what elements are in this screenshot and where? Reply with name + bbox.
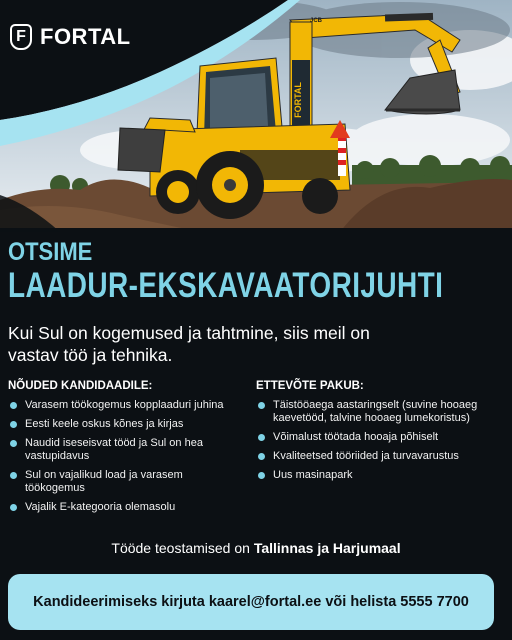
headline: [8, 238, 504, 306]
offers-title: ETTEVÕTE PAKUB:: [256, 380, 364, 392]
list-item: Kvaliteetsed tööriided ja turvavarustus: [256, 450, 506, 463]
list-item: Uus masinapark: [256, 469, 506, 482]
offers-list: [256, 399, 506, 482]
list-item: Varasem töökogemus kopplaaduri juhina: [8, 399, 240, 412]
contact-banner: [8, 574, 494, 630]
contact-text: Kandideerimiseks kirjuta kaarel@fortal.ee või helista 5555 7700: [33, 594, 469, 610]
requirements-section: [8, 380, 240, 520]
shield-logo-icon: F: [10, 24, 32, 50]
list-item: Võimalust töötada hooaja põhiselt: [256, 431, 506, 444]
list-item: Sul on vajalikud load ja varasem töökogemus: [8, 469, 240, 495]
list-item: Täistööaega aastaringselt (suvine hooaeg kaevetööd, talvine hooaeg lumekoristus): [256, 399, 506, 425]
location-prefix: Tööde teostamised on: [111, 540, 250, 556]
subtitle: [8, 322, 488, 366]
subtitle-line1: Kui Sul on kogemused ja tahtmine, siis meil on: [8, 323, 370, 343]
requirements-title: NÕUDED KANDIDAADILE:: [8, 380, 153, 392]
arm-label-text: JCB: [310, 18, 323, 24]
brand-name: FORTAL: [40, 24, 131, 49]
machine-brand-text: FORTAL: [293, 82, 303, 118]
subtitle-line2: vastav töö ja tehnika.: [8, 345, 173, 365]
brand-logo: [10, 24, 131, 50]
work-location: [0, 540, 512, 556]
headline-line1: OTSIME: [8, 238, 93, 266]
headline-line2: LAADUR-EKSKAVAATORIJUHTI: [8, 266, 444, 305]
list-item: Eesti keele oskus kõnes ja kirjas: [8, 418, 240, 431]
requirements-list: [8, 399, 240, 514]
list-item: Vajalik E-kategooria olemasolu: [8, 501, 240, 514]
location-place: Tallinnas ja Harjumaal: [253, 540, 401, 556]
list-item: Naudid iseseisvat tööd ja Sul on hea vastupidavus: [8, 437, 240, 463]
hero-image: [0, 0, 512, 232]
offers-section: [256, 380, 506, 488]
